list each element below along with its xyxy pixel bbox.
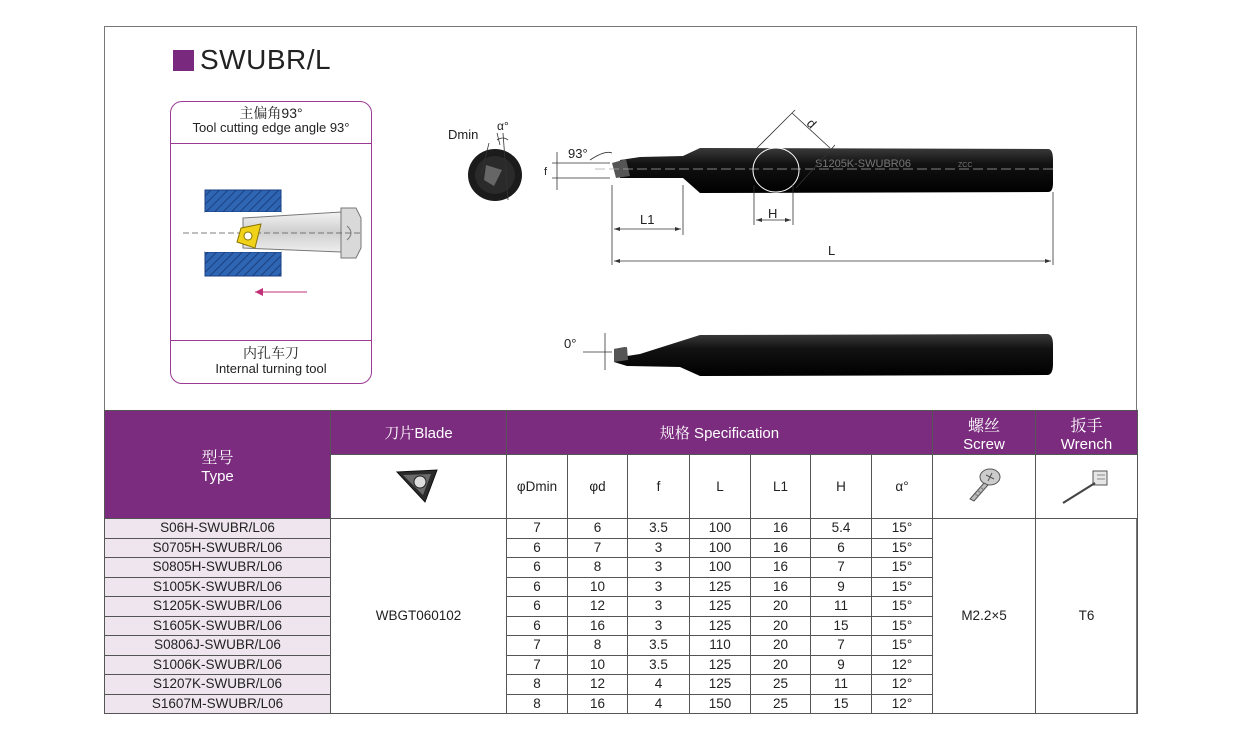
- l1-cell: 25: [751, 694, 811, 714]
- tool-side-view: [595, 148, 1055, 193]
- h-cell: 5.4: [811, 519, 872, 539]
- tool-type-zh: 内孔车刀: [243, 345, 299, 361]
- dmin-cell: 7: [507, 636, 568, 656]
- col-h: H: [811, 455, 872, 519]
- spec-header-label: 规格 Specification: [659, 425, 780, 442]
- dmin-cell: 7: [507, 519, 568, 539]
- dmin-label: Dmin: [448, 127, 479, 142]
- l-cell: 150: [690, 694, 751, 714]
- l1-cell: 16: [751, 558, 811, 578]
- alpha-cell: 15°: [872, 616, 933, 636]
- table-row: [105, 519, 1138, 539]
- blade-image-cell: [331, 455, 507, 519]
- type-cell: S0805H-SWUBR/L06: [105, 558, 331, 578]
- f-cell: 3: [628, 538, 690, 558]
- l-cell: 125: [690, 675, 751, 695]
- type-cell: S1607M-SWUBR/L06: [105, 694, 331, 714]
- l1-cell: 20: [751, 636, 811, 656]
- alpha-cell: 15°: [872, 597, 933, 617]
- type-cell: S0705H-SWUBR/L06: [105, 538, 331, 558]
- alpha-cell: 15°: [872, 558, 933, 578]
- dmin-cell: 7: [507, 655, 568, 675]
- h-cell: 15: [811, 694, 872, 714]
- wrench-header-en: Wrench: [1060, 435, 1113, 453]
- screw-header-en: Screw: [963, 435, 1005, 453]
- screw-value-cell: M2.2×5: [933, 519, 1036, 714]
- l1-cell: 16: [751, 519, 811, 539]
- dmin-cell: 8: [507, 675, 568, 695]
- h-cell: 6: [811, 538, 872, 558]
- l1-cell: 25: [751, 675, 811, 695]
- type-header-en: Type: [201, 467, 234, 485]
- l-label: L: [828, 243, 836, 258]
- dmin-cell: 6: [507, 538, 568, 558]
- tool-engraving: S1205K-SWUBR06: [815, 158, 911, 170]
- dmin-cell: 6: [507, 616, 568, 636]
- blade-insert-icon: [389, 462, 449, 508]
- wrench-header-zh: 扳手: [1070, 417, 1103, 435]
- type-cell: S1205K-SWUBR/L06: [105, 597, 331, 617]
- blade-value-cell: WBGT060102: [331, 519, 507, 714]
- screw-header-zh: 螺丝: [968, 417, 1001, 435]
- angle-en: Tool cutting edge angle 93°: [192, 120, 350, 135]
- f-cell: 3: [628, 558, 690, 578]
- f-label: f: [544, 166, 548, 178]
- h-label: H: [768, 206, 778, 221]
- l-cell: 125: [690, 597, 751, 617]
- h-cell: 11: [811, 597, 872, 617]
- h-cell: 15: [811, 616, 872, 636]
- l-cell: 125: [690, 655, 751, 675]
- l-cell: 110: [690, 636, 751, 656]
- screw-image-cell: [933, 455, 1036, 519]
- brand-engraving: ZCC: [958, 162, 973, 169]
- l1-cell: 20: [751, 616, 811, 636]
- col-l1: L1: [751, 455, 811, 519]
- col-l: L: [690, 455, 751, 519]
- d-cell: 12: [568, 675, 628, 695]
- type-cell: S1005K-SWUBR/L06: [105, 577, 331, 597]
- f-cell: 3: [628, 616, 690, 636]
- l-cell: 100: [690, 558, 751, 578]
- angle-zh: 主偏角93°: [239, 105, 303, 121]
- d-cell: 12: [568, 597, 628, 617]
- d-cell: 7: [568, 538, 628, 558]
- l-cell: 100: [690, 519, 751, 539]
- alpha-label: α°: [497, 119, 509, 133]
- type-cell: S1207K-SWUBR/L06: [105, 675, 331, 695]
- dmin-cell: 6: [507, 597, 568, 617]
- zero-angle-label: 0°: [564, 336, 577, 351]
- l-cell: 125: [690, 616, 751, 636]
- alpha-cell: 15°: [872, 519, 933, 539]
- f-cell: 3.5: [628, 519, 690, 539]
- wrench-icon: [1057, 463, 1117, 507]
- d-cell: 16: [568, 616, 628, 636]
- tool-type-en: Internal turning tool: [215, 361, 327, 376]
- angle-93-label: 93°: [568, 146, 588, 161]
- blade-header-label: 刀片Blade: [384, 425, 453, 442]
- d-cell: 8: [568, 636, 628, 656]
- f-cell: 3: [628, 577, 690, 597]
- h-cell: 7: [811, 636, 872, 656]
- d-label: d: [803, 115, 820, 132]
- wrench-value-cell: T6: [1036, 519, 1138, 714]
- d-cell: 16: [568, 694, 628, 714]
- f-cell: 4: [628, 675, 690, 695]
- spec-header: [507, 411, 933, 455]
- spec-table: [104, 410, 1138, 714]
- type-cell: S06H-SWUBR/L06: [105, 519, 331, 539]
- alpha-cell: 15°: [872, 577, 933, 597]
- l1-cell: 16: [751, 538, 811, 558]
- f-cell: 3.5: [628, 655, 690, 675]
- alpha-cell: 15°: [872, 538, 933, 558]
- l1-cell: 20: [751, 597, 811, 617]
- l1-cell: 16: [751, 577, 811, 597]
- wrench-header: [1036, 411, 1138, 455]
- col-dmin: φDmin: [507, 455, 568, 519]
- h-cell: 9: [811, 655, 872, 675]
- f-cell: 4: [628, 694, 690, 714]
- col-f: f: [628, 455, 690, 519]
- tool-top-view: [614, 334, 1053, 376]
- alpha-cell: 15°: [872, 636, 933, 656]
- page-title: SWUBR/L: [200, 44, 332, 75]
- dmin-cell: 6: [507, 577, 568, 597]
- d-cell: 8: [568, 558, 628, 578]
- f-cell: 3.5: [628, 636, 690, 656]
- end-view: [468, 133, 522, 201]
- l1-label: L1: [640, 212, 655, 227]
- col-d: φd: [568, 455, 628, 519]
- blade-header: [331, 411, 507, 455]
- alpha-cell: 12°: [872, 675, 933, 695]
- h-cell: 7: [811, 558, 872, 578]
- d-cell: 10: [568, 655, 628, 675]
- col-alpha: α°: [872, 455, 933, 519]
- l-cell: 100: [690, 538, 751, 558]
- d-cell: 6: [568, 519, 628, 539]
- type-header-zh: 型号: [201, 449, 234, 467]
- h-cell: 9: [811, 577, 872, 597]
- l1-cell: 20: [751, 655, 811, 675]
- type-cell: S1006K-SWUBR/L06: [105, 655, 331, 675]
- type-header: [105, 411, 331, 519]
- alpha-cell: 12°: [872, 655, 933, 675]
- type-cell: S1605K-SWUBR/L06: [105, 616, 331, 636]
- screw-header: [933, 411, 1036, 455]
- dmin-cell: 8: [507, 694, 568, 714]
- h-cell: 11: [811, 675, 872, 695]
- type-cell: S0806J-SWUBR/L06: [105, 636, 331, 656]
- screw-icon: [962, 465, 1006, 505]
- l-cell: 125: [690, 577, 751, 597]
- dmin-cell: 6: [507, 558, 568, 578]
- d-cell: 10: [568, 577, 628, 597]
- wrench-image-cell: [1036, 455, 1138, 519]
- f-cell: 3: [628, 597, 690, 617]
- alpha-cell: 12°: [872, 694, 933, 714]
